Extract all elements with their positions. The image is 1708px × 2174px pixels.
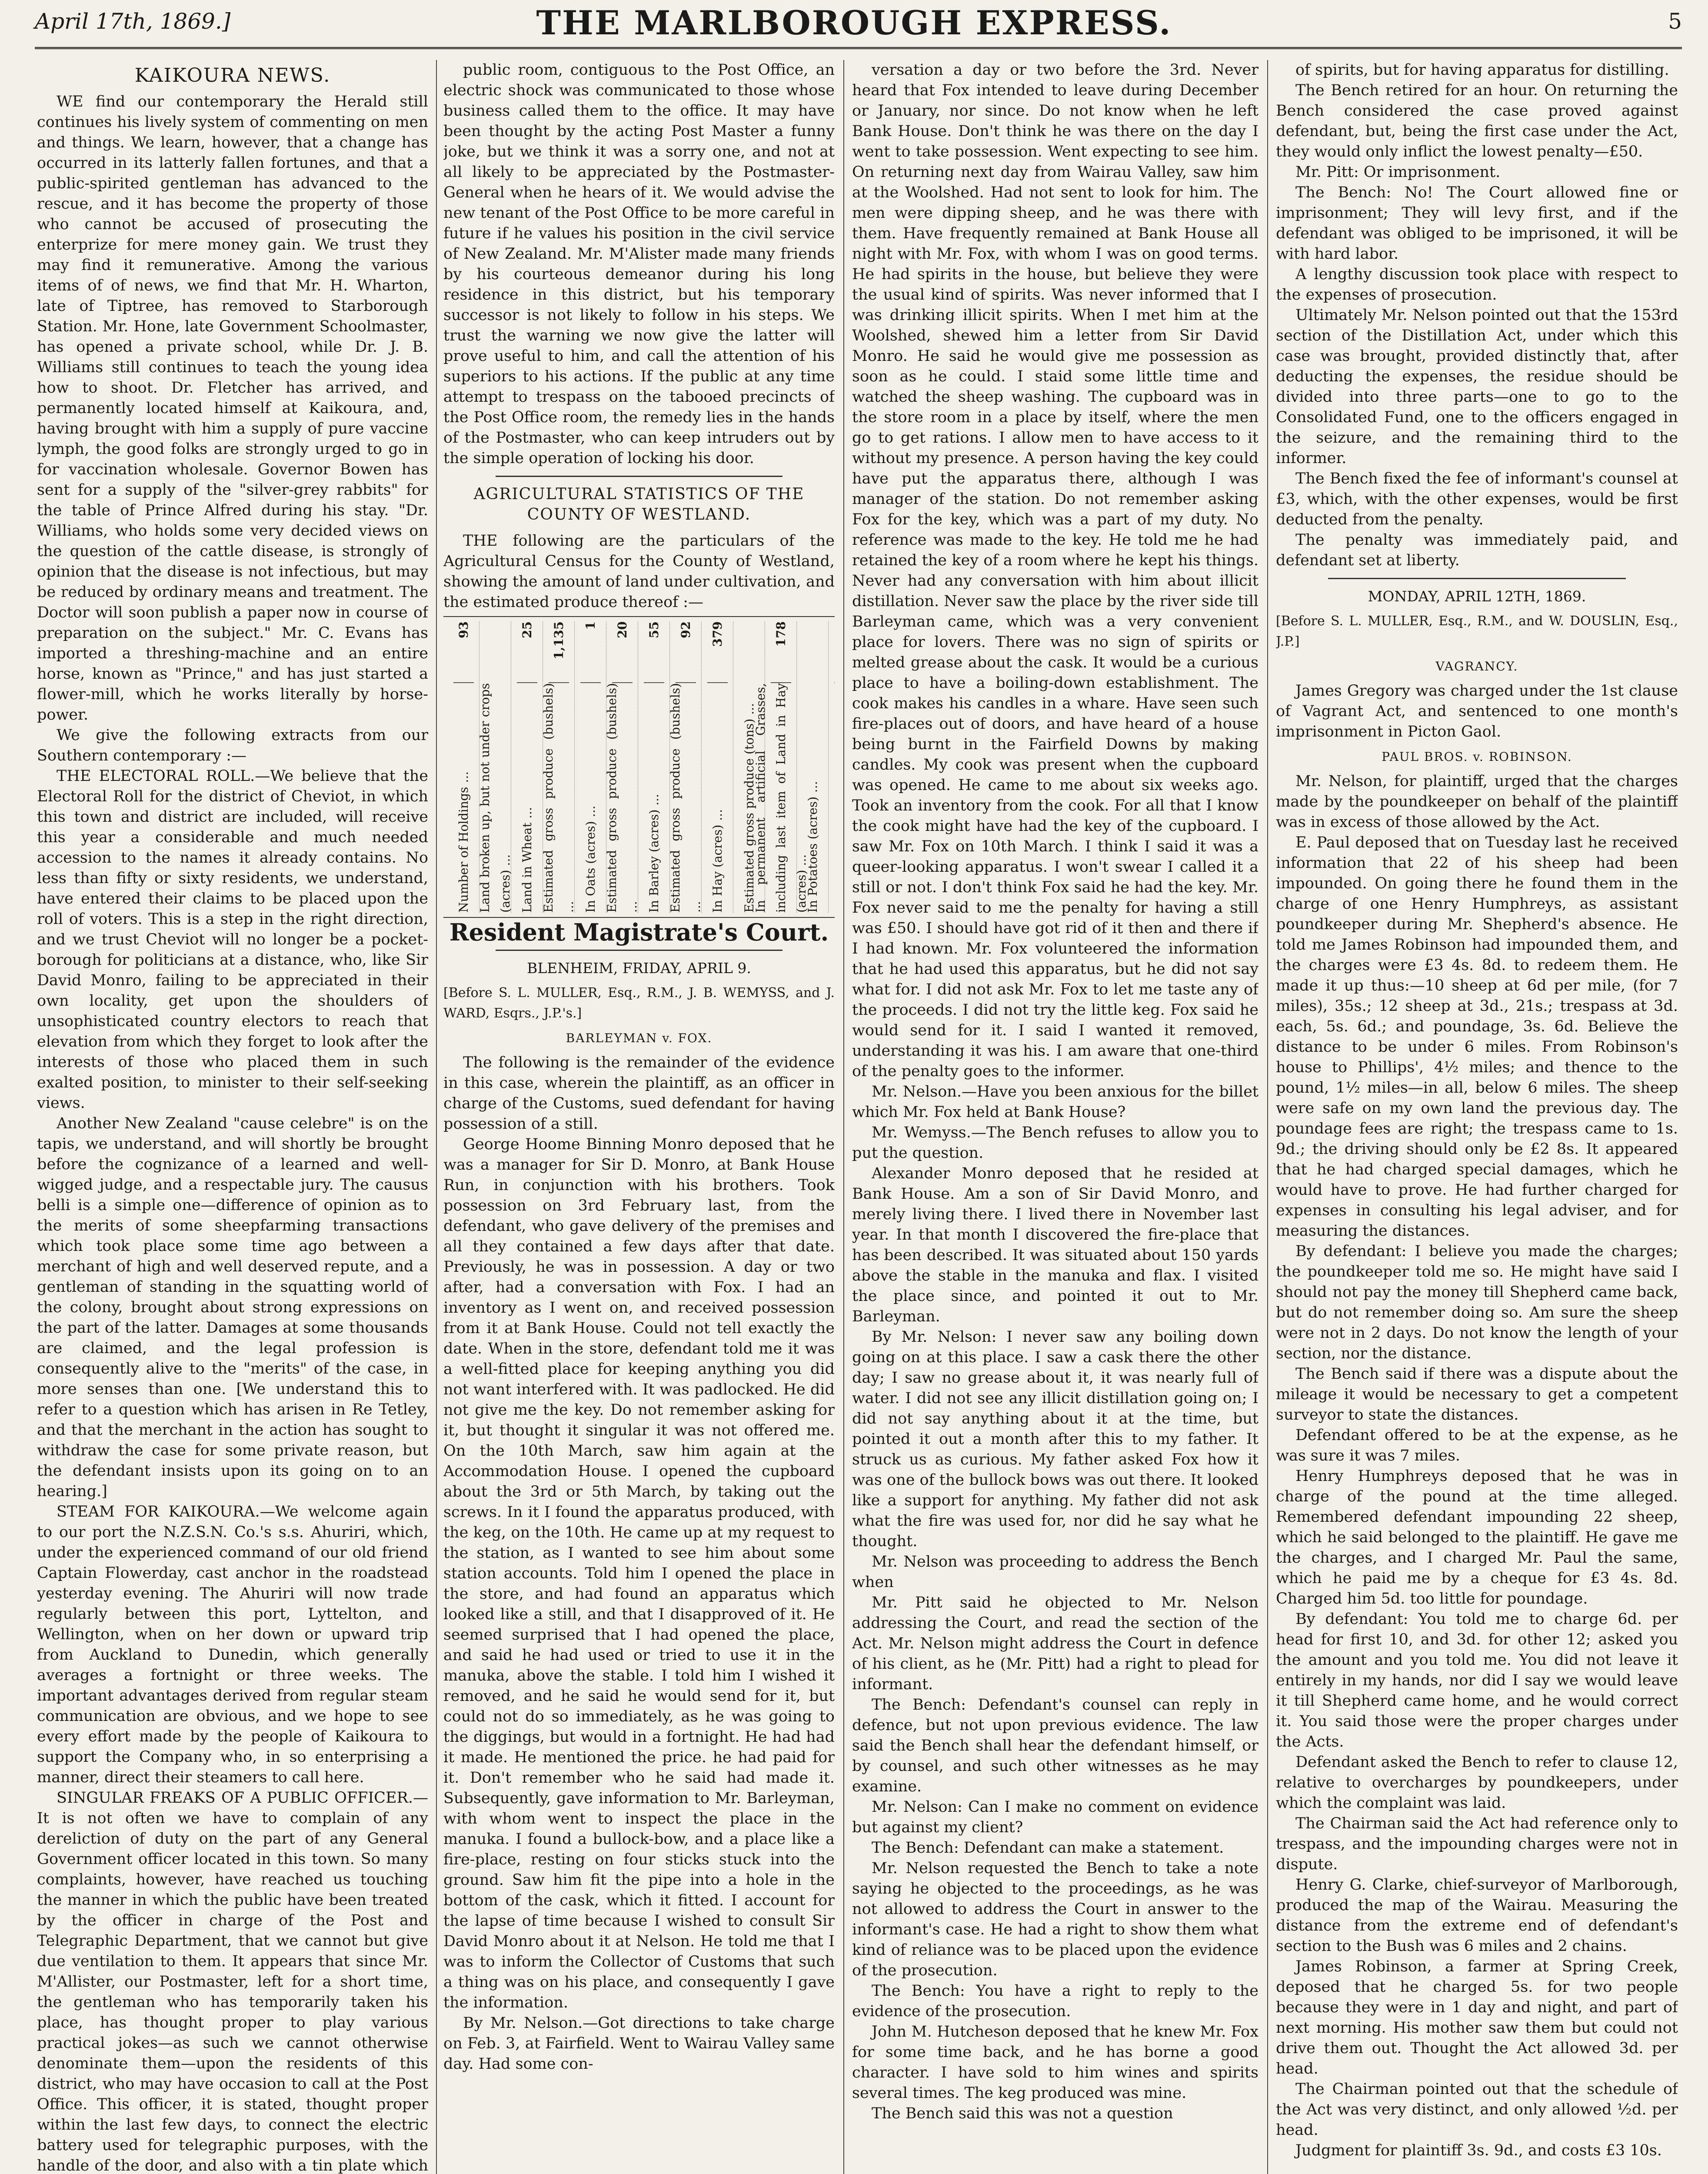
section-rule: [496, 950, 782, 951]
issue-date: April 17th, 1869.]: [35, 9, 231, 34]
article-paragraph: Defendant asked the Bench to refer to clause 12, relative to overcharges by poundkeepers, under which the complaint was laid.: [1276, 1754, 1678, 1812]
stats-label: Land broken up, but not under crops (acres) ...: [478, 683, 513, 913]
article-paragraph: The Bench fixed the fee of informant's counsel at £3, which, with the other expenses, would be first deducted from the penalty.: [1276, 470, 1678, 528]
session-heading: MONDAY, APRIL 12TH, 1869.: [1368, 588, 1586, 605]
column-3: [852, 60, 1259, 2174]
stats-label: Estimated gross produce (bushels) ...: [605, 683, 639, 913]
case-title: VAGRANCY.: [1435, 659, 1518, 674]
article-paragraph: The Bench: No! The Court allowed fine or imprisonment; They will levy first, and if the defendant was obliged to be imprisoned, it will be with hard labor.: [1276, 184, 1678, 263]
stats-label: Number of Holdings ...: [456, 771, 471, 913]
article-paragraph: versation a day or two before the 3rd. Never heard that Fox intended to leave during December or January, nor since. Do not know when he left Bank House. Don't think he was there on the day I went to take possession. Went expecting to see him. On returning next day from Wairau Valley, saw him at the Woolshed. Had not sent to look for him. The men were dipping sheep, and he was there with them. Have frequently remained at Bank House all night with Mr. Fox, with whom I was on good terms. He had spirits in the house, but believe they were the usual kind of spirits. Was never informed that I was drinking illicit spirits. When I met him at the Woolshed, shewed him a letter from Sir David Monro. He said he would give me possession as soon as he could. I staid some little time and watched the sheep washing. The cupboard was in the store room in a place by itself, where the men go to get rations. I allow men to have access to it without my presence. A person having the key could have put the apparatus there, although I was manager of the station. Do not remember asking Fox for the key, which was a part of my duty. No reference was made to the key. He told me he had retained the key of a room where he kept his things. Never had any conversation with him about illicit distillation. Never saw the place by the river side till Barleyman came, which was a very convenient place for lovers. There was no sign of spirits or melted grease about the cask. It would be a curious place to have a boiling-down establishment. The cook makes his candles in a whare. Have seen such fire-places out of doors, and have heard of a house being burnt in the Fairfield Downs by making candles. My cook was present when the cupboard was opened. He came to me about six weeks ago. Took an inventory from the cook. For all that I know the cook might have had the key of the cupboard. I saw Mr. Fox on 10th March. I think I said it was a queer-looking apparatus. I won't swear I called it a still or not. I don't think Fox said he had the key. Mr. Fox never said to me the penalty for having a still was £50. I should have got rid of it then and there if I had known. Mr. Fox volunteered the information that he had used this apparatus, but he did not say what for. I did not ask Mr. Fox to let me taste any of the proceeds. I did not try the little keg. Fox said he would send for it. I said I wanted it removed, understanding it was his. I am aware that one-third of the penalty goes to the informer.: [852, 61, 1259, 1080]
case-title: BARLEYMAN v. FOX.: [566, 1031, 712, 1045]
stats-value: 1,135: [549, 621, 569, 683]
article-paragraph: George Hoome Binning Monro deposed that he was a manager for Sir D. Monro, at Bank House Run, in conjunction with his brothers. Took possession on 3rd February last, from the defendant, who gave delivery of the premises and all they contained a few days after that date. Previously, he was in possession. A day or two after, had a conversation with Fox. I had an inventory as I went on, and received possession from it at Bank House. Could not tell exactly the date. When in the store, defendant told me it was a well-fitted place for keeping anything you did not want interfered with. It was padlocked. He did not give me the key. Do not remember asking for it, but thought it singular it was not offered me. On the 10th March, saw him again at the Accommodation House. I opened the cupboard about the 3rd or 5th March, by taking out the screws. In it I found the apparatus produced, with the keg, on the 10th. He came up at my request to the station, as I wanted to see him about some station accounts. Told him I opened the place in the store, and had found an apparatus which looked like a still, and that I disapproved of it. He seemed surprised that I had opened the place, and said he had used or tried to use it in the manuka, above the stable. I told him I wished it removed, and he said he would send for it, but could not do so immediately, as he was going to the diggings, but would in a fortnight. He had had it made. He mentioned the price. he had paid for it. Don't remember who he said had made it. Subsequently, gave information to Mr. Barleyman, with whom went to inspect the place in the manuka. I found a bullock-bow, and a place like a fire-place, resting on four sticks stuck into the ground. Saw him fit the pipe into a hole in the bottom of the cask, which it fitted. I account for the lapse of time because I wished to consult Sir David Monro about it at Nelson. He told me that I was to inform the Collector of Customs that such a thing was on his place, and consequently I gave the information.: [443, 1136, 835, 2011]
article-paragraph: The Bench said if there was a dispute about the mileage it would be necessary to get a competent surveyor to state the distances.: [1276, 1365, 1678, 1424]
stats-value: 92: [676, 621, 696, 683]
article-paragraph: Ultimately Mr. Nelson pointed out that the 153rd section of the Distillation Act, under which this case was brought, provided distinctly that, after deducting the expenses, the residue should be divided into three parts—one to go to the Consolidated Fund, one to the officers engaged in the seizure, and the remaining third to the informer.: [1276, 307, 1678, 467]
article-paragraph: Mr. Nelson, for plaintiff, urged that the charges made by the poundkeeper on behalf of the plaintiff was in excess of those allowed by the Act.: [1276, 773, 1678, 831]
article-paragraph: Mr. Pitt: Or imprisonment.: [1295, 163, 1501, 181]
article-paragraph: By defendant: You told me to charge 6d. per head for first 10, and 3d. for other 12; asked you the amount and you told me. You did not leave it entirely in my hands, nor did I say we would leave it till Shepherd came home, and he would correct it. You said those were the proper charges under the Acts.: [1276, 1610, 1678, 1751]
column-1: [37, 60, 428, 2174]
article-paragraph: The Bench said this was not a question: [872, 2105, 1173, 2122]
bench-composition: [Before S. L. MULLER, Esq., R.M., and W. DOUSLIN, Esq., J.P.]: [1276, 614, 1678, 649]
column-4: [1276, 60, 1678, 2174]
stats-value: 20: [612, 621, 633, 683]
stats-value: [834, 621, 835, 683]
stats-label: In Barley (acres) ...: [646, 794, 661, 913]
article-paragraph: The Chairman pointed out that the schedule of the Act was very distinct, and only allowed ½d. per head.: [1276, 2081, 1678, 2139]
article-paragraph: By Mr. Nelson.—Got directions to take charge on Feb. 3, at Fairfield. Went to Wairau Valley same day. Had some con-: [443, 2014, 835, 2073]
article-paragraph: STEAM FOR KAIKOURA.—We welcome again to our port the N.Z.S.N. Co.'s s.s. Ahuriri, which, under the experienced command of our old friend Captain Flowerday, cast anchor in the roadstead yesterday evening. The Ahuriri will now trade regularly between this port, Lyttelton, and Wellington, when on her down or upward trip from Auckland to Dunedin, which generally averages a fortnight or three weeks. The important advantages derived from regular steam communication are obvious, and we hope to see every effort made by the people of Kaikoura to support the Company who, in so enterprising a manner, direct their steamers to call here.: [37, 1503, 428, 1786]
stats-value: 93: [453, 621, 474, 683]
stats-label: Land in Wheat ...: [519, 807, 534, 913]
stats-value: 1: [580, 621, 601, 683]
section-rule: [496, 476, 782, 477]
stats-value: 55: [644, 621, 664, 683]
article-paragraph: Henry G. Clarke, chief-surveyor of Marlborough, produced the map of the Wairau. Measuring the distance from the extreme end of defendant's section to the Bush was 6 miles and 2 chains.: [1276, 1876, 1678, 1955]
stats-value: 178: [771, 621, 791, 683]
column-rule: [843, 60, 844, 2174]
article-paragraph: Mr. Nelson: Can I make no comment on evidence but against my client?: [852, 1798, 1259, 1836]
stats-row: [702, 621, 733, 913]
agricultural-statistics-table: [448, 621, 835, 913]
article-paragraph: The penalty was immediately paid, and defendant set at liberty.: [1276, 531, 1678, 569]
article-paragraph: Mr. Nelson.—Have you been anxious for the billet which Mr. Fox held at Bank House?: [852, 1083, 1259, 1121]
stats-row: [479, 621, 511, 913]
session-heading: BLENHEIM, FRIDAY, APRIL 9.: [527, 960, 751, 977]
article-paragraph: The Bench: Defendant can make a statement.: [872, 1839, 1224, 1857]
article-paragraph: Another New Zealand "cause celebre" is on the tapis, we understand, and will shortly be brought before the cognizance of a learned and well-wigged judge, and a respectable jury. The causus belli is a simple one—difference of opinion as to the merits of some sheepfarming transactions which took place some time ago between a merchant of high and well deserved repute, and a gentleman of standing in the squatting world of the colony, brought about strong expressions on the part of the latter. Damages at some thousands are claimed, and the legal profession is consequently alive to the "merits" of the case, in more senses than one. [We understand this to refer to a question which has arisen in Re Tetley, and that the merchant in the action has sought to withdraw the case for some private reason, but the defendant insists upon its going on to an hearing.]: [37, 1115, 428, 1500]
stats-label: In Oats (acres) ...: [583, 805, 598, 913]
article-paragraph: of spirits, but for having apparatus for distilling.: [1295, 61, 1669, 79]
masthead-rule: [35, 47, 1682, 49]
masthead: [0, 0, 1708, 57]
article-paragraph: THE following are the particulars of the Agricultural Census for the County of Westland, showing the amount of land under cultivation, and the estimated produce thereof :—: [443, 532, 835, 611]
article-paragraph: John M. Hutcheson deposed that he knew Mr. Fox for some time back, and he has borne a good character. I have sold to him wines and spirits several times. The keg produced was mine.: [852, 2023, 1259, 2102]
article-paragraph: E. Paul deposed that on Tuesday last he received information that 22 of his sheep had been impounded. On going there he found them in the charge of one Henry Humphreys, as assistant poundkeeper during Mr. Shepherd's absence. He told me James Robinson had impounded them, and the charges were £3 4s. 8d. to redeem them. He made it up thus:—10 sheep at 6d per mile, (for 7 miles), 35s.; 12 sheep at 3d., 21s.; trespass at 3d. each, 5s. 6d.; and poundage, 3s. 6d. Believe the distance to be under 6 miles. From Robinson's house to Phillips', 4½ miles; and thence to the pound, 1½ miles—in all, below 6 miles. The sheep were safe on my own land the previous day. The poundage fees are right; the trespass came to 1s. 9d.; the driving should only be £2 8s. It appeared that he had charged special damages, which he would have to prove. He had further charged for expenses in consulting his legal adviser, and for measuring the distances.: [1276, 834, 1678, 1240]
stats-row: [606, 621, 638, 913]
article-paragraph: Mr. Nelson requested the Bench to take a note saying he objected to the proceedings, as he was not allowed to address the Court in answer to the informant's case. He had a right to show them what kind of reliance was to be placed upon the evidence of the prosecution.: [852, 1860, 1259, 1979]
stats-value: 25: [517, 621, 537, 683]
stats-label: In Potatoes (acres) ...: [805, 781, 820, 913]
article-paragraph: WE find our contemporary the Herald still continues his lively system of commenting on men and things. We learn, however, that a change has occurred in its latterly fallen fortunes, and that a public-spirited gentleman has advanced to the rescue, and it has become the property of those who cannot be accused of prosecuting the enterprize for mere money gain. We trust they may find it remunerative. Among the various items of of news, we find that Mr. H. Wharton, late of Tiptree, has removed to Starborough Station. Mr. Hone, late Government Schoolmaster, has opened a private school, while Dr. J. B. Williams still continues to teach the young idea how to shoot. Dr. Fletcher has arrived, and permanently located himself at Kaikoura, and, having brought with him a supply of pure vaccine lymph, the good folks are strongly urged to go in for vaccination wholesale. Governor Bowen has sent for a supply of the "silver-grey rabbits" for the table of Prince Alfred during his stay. "Dr. Williams, who holds some very decided views on the question of the cattle disease, is strongly of opinion that the disease is not infectious, but may be reduced by ordinary means and treatment. The Doctor will soon publish a paper now in course of preparation on the subject." Mr. C. Evans has imported a threshing-machine and an entire horse, known as "Prince," and has just started a flower-mill, which he works literally by horse-power.: [37, 93, 428, 724]
column-rule: [436, 60, 437, 2174]
article-paragraph: Mr. Pitt said he objected to Mr. Nelson addressing the Court, and read the section of the Act. Mr. Nelson might address the Court in defence of his client, as he (Mr. Pitt) had a right to plead for informant.: [852, 1594, 1259, 1693]
article-paragraph: The Chairman said the Act had reference only to trespass, and the impounding charges were not in dispute.: [1276, 1815, 1678, 1873]
article-paragraph: The Bench retired for an hour. On returning the Bench considered the case proved against defendant, but, being the first case under the Act, they would only inflict the lowest penalty—£50.: [1276, 82, 1678, 160]
stats-label: Estimated gross produce (bushels) ...: [541, 683, 576, 913]
article-paragraph: The Bench: You have a right to reply to the evidence of the prosecution.: [852, 1982, 1259, 2020]
article-paragraph: public room, contiguous to the Post Office, an electric shock was communicated to those whose business called them to the office. It may have been thought by the acting Post Master a funny joke, but we think it was a sorry one, and not at all likely to be appreciated by the Postmaster-General when he hears of it. We would advise the new tenant of the Post Office to be more careful in future if he values his position in the civil service of New Zealand. Mr. M'Alister made many friends by his courteous demeanor during his long residence in this district, but his temporary successor is not likely to follow in his steps. We trust the warning we now give the latter will prove useful to him, and call the attention of his superiors to his actions. If the public at any time attempt to trespass on the tabooed precincts of the Post Office room, the remedy lies in the hands of the Postmaster, who can keep intruders out by the simple operation of locking his door.: [443, 61, 835, 467]
article-paragraph: Henry Humphreys deposed that he was in charge of the pound at the time alleged. Remembered defendant impounding 22 sheep, which he said belonged to the plaintiff. He gave me the charges, and I charged Mr. Paul the same, which he paid me by a cheque for £3 4s. 8d. Charged him 5d. too little for poundage.: [1276, 1467, 1678, 1607]
article-paragraph: Mr. Nelson was proceeding to address the Bench when: [852, 1553, 1259, 1591]
article-paragraph: Alexander Monro deposed that he resided at Bank House. Am a son of Sir David Monro, and merely living there. I lived there in November last year. In that month I discovered the fire-place that has been described. It was situated about 150 yards above the stable in the manuka and flax. I visited the place since, and pointed it out to Mr. Barleyman.: [852, 1165, 1259, 1325]
stats-row: [543, 621, 575, 913]
stats-label: Estimated gross produce (tons) ...: [742, 703, 756, 913]
article-paragraph: The Bench: Defendant's counsel can reply in defence, but not upon previous evidence. The law said the Bench shall hear the defendant himself, or by counsel, and such other witnesses as he may examine.: [852, 1696, 1259, 1795]
article-paragraph: The following is the remainder of the evidence in this case, wherein the plaintiff, as an officer in charge of the Customs, sued defendant for having possession of a still.: [443, 1054, 835, 1133]
page-number: 5: [1668, 9, 1682, 34]
article-paragraph: A lengthy discussion took place with respect to the expenses of prosecution.: [1276, 266, 1678, 303]
article-paragraph: THE ELECTORAL ROLL.—We believe that the Electoral Roll for the district of Cheviot, in which this town and district are included, will receive this year a considerable and much needed accession to the names it already contains. No less than fifty or sixty residents, we understand, have entered their claims to be placed upon the roll of voters. This is a step in the right direction, and we trust Cheviot will no longer be a pocket-borough for politicians at a distance, who, like Sir David Monro, failing to be appreciated in their own locality, get upon the shoulders of unsophisticated country electors to reach that elevation from which they forget to look after the interests of those who placed them in such exalted position, to minister to their self-seeking views.: [37, 767, 428, 1112]
agricultural-statistics-heading: AGRICULTURAL STATISTICS OF THE COUNTY OF WESTLAND.: [473, 485, 805, 523]
stats-row: [829, 621, 835, 913]
column-2: [443, 60, 835, 2174]
article-paragraph: Judgment for plaintiff 3s. 9d., and costs £3 10s.: [1295, 2142, 1662, 2159]
article-paragraph: James Gregory was charged under the 1st clause of Vagrant Act, and sentenced to one month's imprisonment in Picton Gaol.: [1276, 682, 1678, 740]
stats-row: [670, 621, 702, 913]
statistics-table-frame: [443, 616, 835, 918]
stats-label: In Hay (acres) ...: [710, 809, 725, 913]
stats-label: In permanent artificial Grasses, including last item of Land in Hay (acres) ...: [753, 683, 809, 913]
newspaper-title: THE MARLBOROUGH EXPRESS.: [536, 3, 1172, 42]
article-paragraph: By Mr. Nelson: I never saw any boiling down going on at this place. I saw a cask there the other day; I saw no grease about it, it was nearly full of water. I did not see any illicit distillation going on; I did not say anything about it at the time, but pointed it out a month after this to my father. It struck us as curious. My father asked Fox how it was one of the bullock bows was out there. It looked like a support for anything. My father did not ask what the fire was used for, nor did he say what he thought.: [852, 1328, 1259, 1550]
article-paragraph: Mr. Wemyss.—The Bench refuses to allow you to put the question.: [852, 1124, 1259, 1162]
stats-label: [834, 683, 835, 913]
article-paragraph: By defendant: I believe you made the charges; the poundkeeper told me so. He might have said I should not pay the money till Shepherd came back, but do not remember doing so. Am sure the sheep were not in 2 days. Do not know the length of your section, nor the distance.: [1276, 1243, 1678, 1362]
article-paragraph: Defendant offered to be at the expense, as he was sure it was 7 miles.: [1276, 1427, 1678, 1464]
article-paragraph: James Robinson, a farmer at Spring Creek, deposed that he charged 5s. for two people because they were in 1 day and night, and part of next morning. His mother saw them but could not drive them out. Thought the Act allowed 3d. per head.: [1276, 1958, 1678, 2077]
article-paragraph: We give the following extracts from our Southern contemporary :—: [37, 727, 428, 764]
kaikoura-news-heading: KAIKOURA NEWS.: [134, 64, 331, 87]
article-paragraph: SINGULAR FREAKS OF A PUBLIC OFFICER.—It is not often we have to complain of any dereliction of duty on the part of any General Government officer located in this town. So many complaints, however, have reached us touching the manner in which the public have been treated by the officer in charge of the Post and Telegraphic Department, that we cannot but give due ventilation to them. It appears that since Mr. M'Allister, our Postmaster, left for a short time, the gentleman who has temporarily taken his place, has thought proper to play various practical jokes—as such we cannot otherwise denominate them—upon the residents of this district, who may have occasion to call at the Post Office. This officer, it is stated, thought proper within the last few days, to connect the electric battery used for telegraphic purposes, with the handle of the door, and also with a tin plate which: [37, 1789, 428, 2174]
bench-composition: [Before S. L. MULLER, Esq., R.M., J. B. WEMYSS, and J. WARD, Esqrs., J.P.'s.]: [443, 985, 835, 1021]
court-heading: Resident Magistrate's Court.: [449, 918, 829, 946]
section-rule: [1328, 578, 1626, 579]
stats-row: [753, 621, 809, 913]
stats-label: Estimated gross produce (bushels) ...: [668, 683, 703, 913]
stats-value: 379: [707, 621, 728, 683]
column-rule: [1267, 60, 1268, 2174]
case-title: PAUL BROS. v. ROBINSON.: [1382, 750, 1572, 764]
